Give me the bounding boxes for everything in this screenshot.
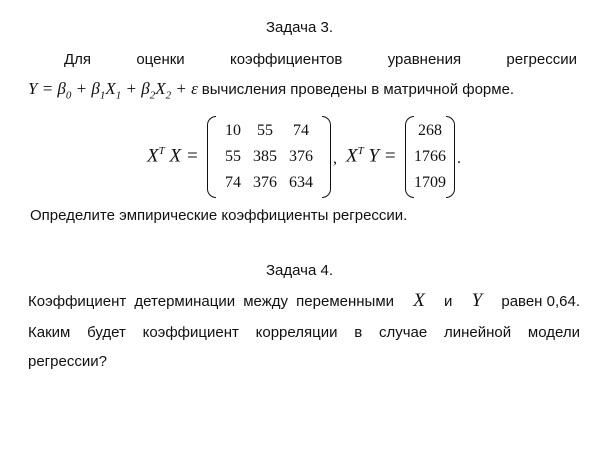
word: корреляции: [255, 324, 338, 341]
task3-line1: [64, 51, 577, 68]
word: случае: [378, 324, 428, 341]
word: в: [354, 324, 363, 341]
task4-line2: [28, 324, 580, 341]
vector-cell: 268: [418, 122, 442, 139]
xty-label: $X^T$ Y =: [346, 145, 397, 167]
xtx-matrix: [207, 116, 331, 198]
var-x: X: [413, 290, 425, 311]
matrix-row: [219, 170, 319, 196]
word: коэффициент: [142, 324, 239, 341]
word: Каким: [28, 324, 71, 341]
word: будет: [87, 324, 126, 341]
task4-title: Задача 4.: [265, 262, 333, 279]
matrix-cell: 74: [293, 122, 309, 139]
task4-line1-end: равен 0,64.: [501, 293, 580, 310]
word: уравнения: [387, 51, 462, 68]
equation-description: вычисления проведены в матричной форме.: [201, 81, 515, 98]
matrix-cell: 376: [289, 148, 313, 165]
xtx-table: [219, 118, 319, 196]
matrix-cell: 74: [225, 174, 241, 191]
task4-line1-text: Коэффициент детерминации между переменными: [28, 293, 395, 310]
conj: и: [444, 293, 453, 310]
var-y: Y: [471, 290, 483, 311]
vector-cell: 1709: [414, 174, 446, 191]
task4-line3: регрессии?: [28, 353, 107, 370]
period: .: [457, 150, 461, 167]
word: оценки: [136, 51, 185, 68]
word: Для: [64, 51, 92, 68]
matrix-row: [219, 144, 319, 170]
task3-question: Определите эмпирические коэффициенты регрессии.: [30, 207, 408, 224]
matrix-cell: 634: [289, 174, 313, 191]
matrix-cell: 385: [253, 148, 277, 165]
matrix-cell: 55: [225, 148, 241, 165]
comma: ,: [333, 150, 337, 167]
matrix-left-bracket: [207, 116, 216, 198]
word: коэффициентов: [229, 51, 343, 68]
matrix-cell: 10: [225, 122, 241, 139]
vector-right-bracket: [446, 116, 455, 198]
word: линейной: [444, 324, 512, 341]
matrix-row: [219, 118, 319, 144]
task3-title: Задача 3.: [265, 19, 333, 36]
word: модели: [527, 324, 580, 341]
matrix-cell: 376: [253, 174, 277, 191]
task4-line1: [28, 290, 580, 312]
word: регрессии: [506, 51, 577, 68]
matrix-cell: 55: [257, 122, 273, 139]
task3-line2: [28, 79, 588, 101]
vector-left-bracket: [405, 116, 414, 198]
vector-cell: 1766: [414, 148, 446, 165]
matrix-right-bracket: [322, 116, 331, 198]
xty-vector: [405, 116, 455, 198]
xtx-label: $X^T$ X =: [147, 145, 199, 167]
regression-equation: $Y = \beta_0 + \beta_1X_1 + \beta_2X_2 + \varepsilon$: [28, 79, 198, 102]
